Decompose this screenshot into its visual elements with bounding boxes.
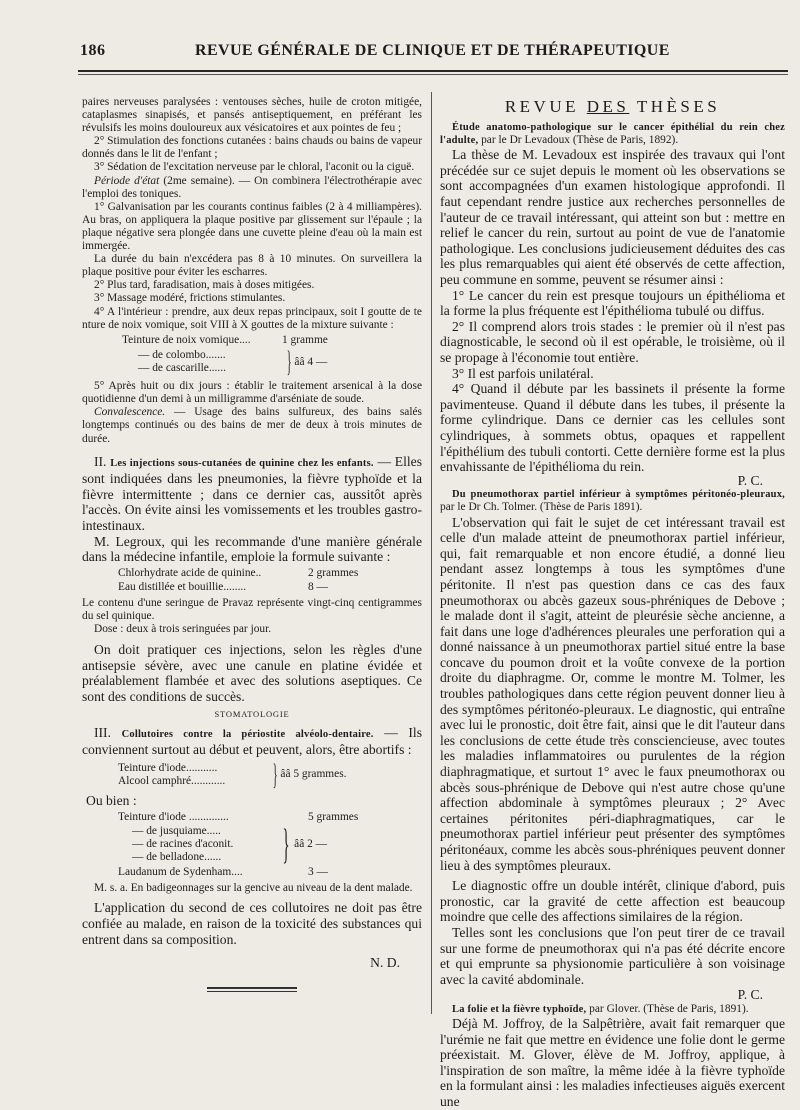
paragraph: L'observation qui fait le sujet de cet intéressant travail est celle d'un malade atteint de pneumothorax partiel inférieur, qui, fait remarquable et non encore étudié, a donné lieu pendant assez longtemps à tous les symptômes d'une péritonite. Il n'est pas question dans ce cas des faux pneumothorax ou abcès gazeux sous-phréniques de Debove ; le malade dont il s'agit, atteint de pleurésie sèche ancienne, a fait dans une loge d'adhérences pleurales une perforation qui a donné naissance à un pneumothorax partiel situé entre la base concave du poumon droit et la voûte convexe de la portion droite du diaphragme. Or, comme le montre M. Tolmer, les troubles pathologiques dans cette région peuvent donner lieu à des symptômes péritonéo-pleuraux. Le diagnostic, qui entraîne avec lui le pronostic, doit être fait, ainsi que le dit l'auteur dans les conclusions de cette étude très consciencieuse, avec toutes les maladies inflammatoires ou purulentes de la région diaphragmatique, et surtout 1° avec le faux pneumothorax ou abcès sous-phrénique de Debove qui n'est autre chose qu'une affection abdominale à symptômes pleuraux ; 2° Avec certaines péritonites péri-diaphragmatiques, car le pneumothorax partiel inférieur peut présenter des symptômes péritonéaux, comme les abcès sous-phréniques peuvent donner lieu à des symptômes pleuraux. bbox=[440, 514, 785, 873]
paragraph bbox=[82, 454, 422, 534]
thesis-heading bbox=[440, 488, 785, 514]
section-heading: Les injections sous-cutanées de quinine chez les enfants. bbox=[110, 457, 374, 469]
paragraph: 2° Plus tard, faradisation, mais à doses mitigées. bbox=[94, 279, 315, 292]
brace: } bbox=[272, 757, 278, 791]
prescription-formula bbox=[118, 567, 418, 594]
paragraph: 4° Quand il débute par les bassinets il présente la forme pavimenteuse. Quand il débute dans les tubes, il présente la forme cylindrique. Dans ce dernier cas les cellules sont cylindriques, à sommets obtus, opaques et rappellent l'épithélium des tubuli contorti. Cette dernière forme est la plus envahissante de l'épithélioma du rein. bbox=[440, 381, 785, 475]
paragraph: Le diagnostic offre un double intérêt, clinique d'abord, puis pronostic, car la gravité de cette affection est beaucoup moindre que celle des affections similaires de la région. bbox=[440, 878, 785, 925]
paragraph-text: — Usage des bains sulfureux, des bains salés longtemps continués ou des bains de mer de deux à trois minutes de durée. bbox=[82, 406, 422, 445]
paragraph: 4° A l'intérieur : prendre, aux deux repas principaux, soit I goutte de te nture de noix vomique, soit VIII à X gouttes de la mixture suivante : bbox=[82, 305, 422, 331]
paragraph-text: (2me semaine). — On combinera l'électrothérapie avec l'emploi des toniques. bbox=[82, 174, 422, 200]
author-signature: N. D. bbox=[370, 955, 400, 971]
column-divider bbox=[431, 92, 432, 1014]
rx-quantity: 8 — bbox=[308, 580, 328, 593]
thesis-heading bbox=[440, 1003, 785, 1016]
paragraph: Le contenu d'une seringue de Pravaz représente vingt-cinq centigrammes du sel quinique. bbox=[82, 596, 422, 622]
thesis-heading bbox=[440, 121, 785, 147]
paragraph: 3° Il est parfois unilatéral. bbox=[452, 365, 594, 381]
rx-quantity: 2 grammes bbox=[308, 567, 359, 580]
rx-ingredient: Eau distillée et bouillie........ bbox=[118, 580, 247, 593]
paragraph: 3° Sédation de l'excitation nerveuse par le chloral, l'aconit ou la ciguë. bbox=[94, 161, 415, 174]
prescription-formula bbox=[122, 334, 392, 378]
brace: } bbox=[286, 345, 292, 379]
reviewer-signature: P. C. bbox=[737, 987, 763, 1003]
paragraph-text: — Elles sont indiquées dans les pneumonies, la fièvre typhoïde et la fièvre intermittente ; dans ce dernier cas, aussitôt après l'accès. On évite ainsi les vomissements et les troubles gastro-intestinaux. bbox=[82, 453, 422, 534]
rx-quantity: ââ 5 grammes. bbox=[280, 768, 347, 781]
thesis-reference: par Glover. (Thèse de Paris, 1891). bbox=[586, 1002, 749, 1015]
paragraph: M. Legroux, qui les recommande d'une manière générale dans la médecine infantile, emploie la formule suivante : bbox=[82, 533, 422, 565]
page-header bbox=[80, 40, 780, 64]
thesis-reference: par le Dr Levadoux (Thèse de Paris, 1892). bbox=[478, 134, 679, 147]
paragraph: 1° Galvanisation par les courants continus faibles (2 à 4 milliampères). Au bras, on appliquera la plaque positive par glissement sur l'épaule ; la plaque négative sera plongée dans une cuvette pleine d'eau où la main est immergée. bbox=[82, 200, 422, 253]
paragraph: 1° Le cancer du rein est presque toujours un épithélioma et la forme la plus fréquente est l'épithélioma tubulé ou diffus. bbox=[440, 287, 785, 319]
paragraph: La thèse de M. Levadoux est inspirée des travaux qui l'ont précédée sur ce sujet depuis le moment où les observations se sont accompagnées d'un examen histologique approfondi. Il faut cependant rendre justice aux recherches personnelles de l'auteur de ce travail intéressant, qui atteint son but : mettre en relief le cancer du rein, surtout au point de vue de l'anatomie pathologique. Les conclusions judicieusement déduites des cas les plus remarquables qui aient été observés de cette affection, peu commune en somme, peuvent se résumer ainsi : bbox=[440, 147, 785, 288]
rx-ingredient: Teinture de noix vomique.... bbox=[122, 333, 251, 346]
rx-ingredient: — de cascarille...... bbox=[138, 362, 226, 375]
reviewer-signature: P. C. bbox=[737, 472, 763, 488]
paragraph: Dose : deux à trois seringuées par jour. bbox=[94, 623, 272, 635]
rx-ingredient: Chlorhydrate acide de quinine.. bbox=[118, 567, 262, 580]
section-title-part: REVUE bbox=[504, 97, 587, 116]
prescription-formula bbox=[118, 757, 388, 791]
paragraph: La durée du bain n'excédera pas 8 à 10 minutes. On surveillera la plaque positive pour éviter les escharres. bbox=[82, 253, 422, 279]
paragraph: paires nerveuses paralysées : ventouses sèches, huile de croton mitigée, cataplasmes sinapisés, et pansés antiseptiquement, en préférant les révulsifs les moins douloureux aux vésicatoires et aux pointes de feu ; bbox=[82, 96, 422, 135]
rx-ingredient: Alcool camphré............ bbox=[118, 774, 226, 787]
section-number: II. bbox=[94, 453, 107, 469]
rx-ingredient: — de jusquiame..... bbox=[132, 825, 221, 838]
rx-ingredient: Teinture d'iode........... bbox=[118, 761, 218, 774]
right-column bbox=[440, 96, 785, 1110]
section-number: III. bbox=[94, 724, 111, 740]
left-column bbox=[82, 96, 422, 992]
rx-ingredient: — de colombo....... bbox=[138, 349, 226, 362]
rx-quantity: 5 grammes bbox=[308, 810, 359, 823]
paragraph bbox=[82, 406, 422, 445]
paragraph: L'application du second de ces collutoires ne doit pas être confiée au malade, en raison de la toxicité des substances qui entrent dans sa composition. bbox=[82, 900, 422, 947]
paragraph bbox=[82, 725, 422, 758]
paragraph: Déjà M. Joffroy, de la Salpêtrière, avait fait remarquer que l'urémie ne fait que mettre en évidence une folie dont le germe préexistait. M. Glover, élève de M. Joffroy, applique, à l'inspiration de son maître, la même idée à la fièvre typhoïde en la formulant ainsi : les maladies infectieuses aiguës exercent une bbox=[440, 1016, 785, 1109]
paragraph: 3° Massage modéré, frictions stimulantes. bbox=[94, 292, 286, 305]
thesis-reference: par le Dr Ch. Tolmer. (Thèse de Paris 1891). bbox=[440, 501, 643, 514]
paragraph: Telles sont les conclusions que l'on peut tirer de ce travail sur une forme de pneumothorax qui n'a pas été décrite encore et qui emprunte sa physionomie particulière à son voisinage avec la cavité abdominale. bbox=[440, 924, 785, 987]
rx-ingredient: — de belladone...... bbox=[132, 851, 222, 864]
paragraph: 5° Après huit ou dix jours : établir le traitement arsenical à la dose quotidienne d'un demi à un milligramme d'arséniate de soude. bbox=[82, 380, 422, 406]
rx-ingredient: — de racines d'aconit. bbox=[132, 838, 234, 851]
paragraph: Ou bien : bbox=[86, 792, 137, 808]
thesis-title: Du pneumothorax partiel inférieur à symptômes péritonéo-pleuraux, bbox=[452, 489, 785, 501]
brace: } bbox=[282, 821, 290, 868]
thesis-title: La folie et la fièvre typhoïde, bbox=[452, 1003, 587, 1015]
rx-ingredient: Laudanum de Sydenham.... bbox=[118, 866, 243, 879]
section-label: STOMATOLOGIE bbox=[214, 709, 290, 720]
paragraph: 2° Stimulation des fonctions cutanées : bains chauds ou bains de vapeur donnés dans le lit de l'enfant ; bbox=[82, 135, 422, 161]
section-title bbox=[440, 97, 785, 116]
italic-label: Période d'état bbox=[94, 174, 160, 187]
thesis-title: Étude anatomo-pathologique sur le cancer épithélial du rein chez l'adulte, bbox=[440, 122, 785, 147]
paragraph bbox=[82, 175, 422, 201]
section-title-part: THÈSES bbox=[629, 97, 721, 116]
rx-quantity: ââ 4 — bbox=[294, 355, 328, 368]
rx-ingredient: Teinture d'iode .............. bbox=[118, 810, 229, 823]
paragraph: M. s. a. En badigeonnages sur la gencive au niveau de la dent malade. bbox=[94, 882, 413, 895]
paragraph: 2° Il comprend alors trois stades : le premier où il n'est pas diagnosticable, le second où il est opérable, le troisième, où il se propage à l'économie tout entière. bbox=[440, 318, 785, 365]
paragraph-text: — Ils conviennent surtout au début et peuvent, alors, être abortifs : bbox=[82, 724, 422, 758]
header-rule-thin bbox=[78, 74, 788, 75]
italic-label: Convalescence. bbox=[94, 406, 166, 419]
rx-quantity: ââ 2 — bbox=[294, 838, 328, 851]
header-rule bbox=[78, 70, 788, 72]
prescription-formula bbox=[118, 810, 418, 879]
page-number: 186 bbox=[80, 42, 106, 59]
section-heading: Collutoires contre la périostite alvéolo-dentaire. bbox=[121, 728, 374, 740]
section-title-part: DES bbox=[586, 97, 630, 116]
rx-quantity: 3 — bbox=[308, 866, 328, 879]
rx-quantity: 1 gramme bbox=[282, 333, 328, 346]
paragraph: On doit pratiquer ces injections, selon les règles d'une antisepsie sévère, avec une canule en platine évidée et préalablement flambée et avec des solutions aseptiques. Ce sont des conditions de succès. bbox=[82, 642, 422, 704]
journal-title: REVUE GÉNÉRALE DE CLINIQUE ET DE THÉRAPEUTIQUE bbox=[195, 42, 670, 59]
end-rule bbox=[207, 987, 297, 992]
